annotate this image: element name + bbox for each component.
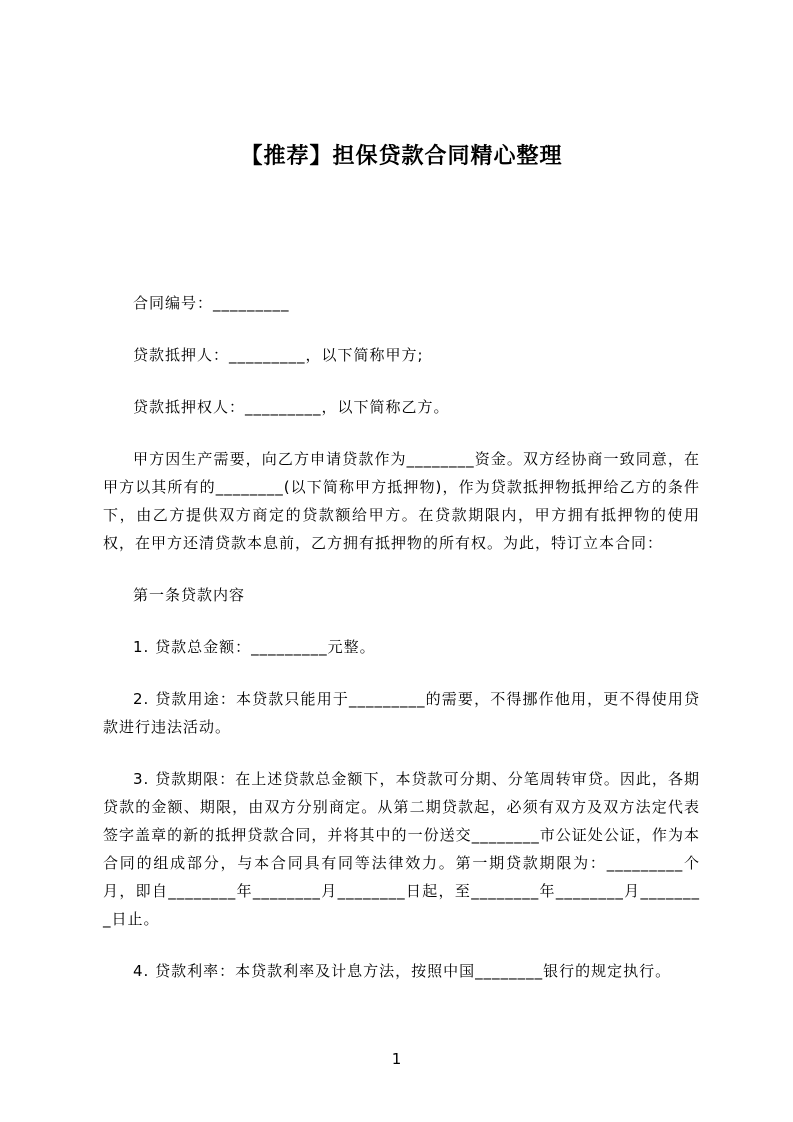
article-1-heading: 第一条贷款内容	[133, 586, 246, 604]
contract-number-line: 合同编号：_________	[133, 294, 290, 312]
page-number: 1	[391, 1050, 402, 1068]
loan-amount-item: 1. 贷款总金额：_________元整。	[133, 638, 376, 656]
document-title: 【推荐】担保贷款合同精心整理	[240, 144, 563, 169]
party-a-line: 贷款抵押人：_________，以下简称甲方;	[133, 346, 424, 364]
loan-purpose-item: 2. 贷款用途：本贷款只能用于_________的需要，不得挪作他用，更不得使用贷款进行违法活动。	[103, 690, 700, 736]
loan-term-item: 3. 贷款期限：在上述贷款总金额下，本贷款可分期、分笔周转审贷。因此，各期贷款的金额、期限，由双方分别商定。从第二期贷款起，必须有双方及双方法定代表签字盖章的新的抵押贷款合同，并将其中的一份送交________市公证处公证，作为本合同的组成部分，与本合同具有同等法律效力。第一期贷款期限为：_________个月，即自________年________月________日起，至________年________月________日止。	[103, 770, 700, 928]
preamble-paragraph: 甲方因生产需要，向乙方申请贷款作为________资金。双方经协商一致同意，在甲方以其所有的________(以下简称甲方抵押物)，作为贷款抵押物抵押给乙方的条件下，由乙方提供双方商定的贷款额给甲方。在贷款期限内，甲方拥有抵押物的使用权，在甲方还清贷款本息前，乙方拥有抵押物的所有权。为此，特订立本合同：	[103, 450, 700, 552]
loan-rate-item: 4. 贷款利率：本贷款利率及计息方法，按照中国________银行的规定执行。	[133, 962, 672, 980]
party-b-line: 贷款抵押权人：_________，以下简称乙方。	[133, 398, 450, 416]
